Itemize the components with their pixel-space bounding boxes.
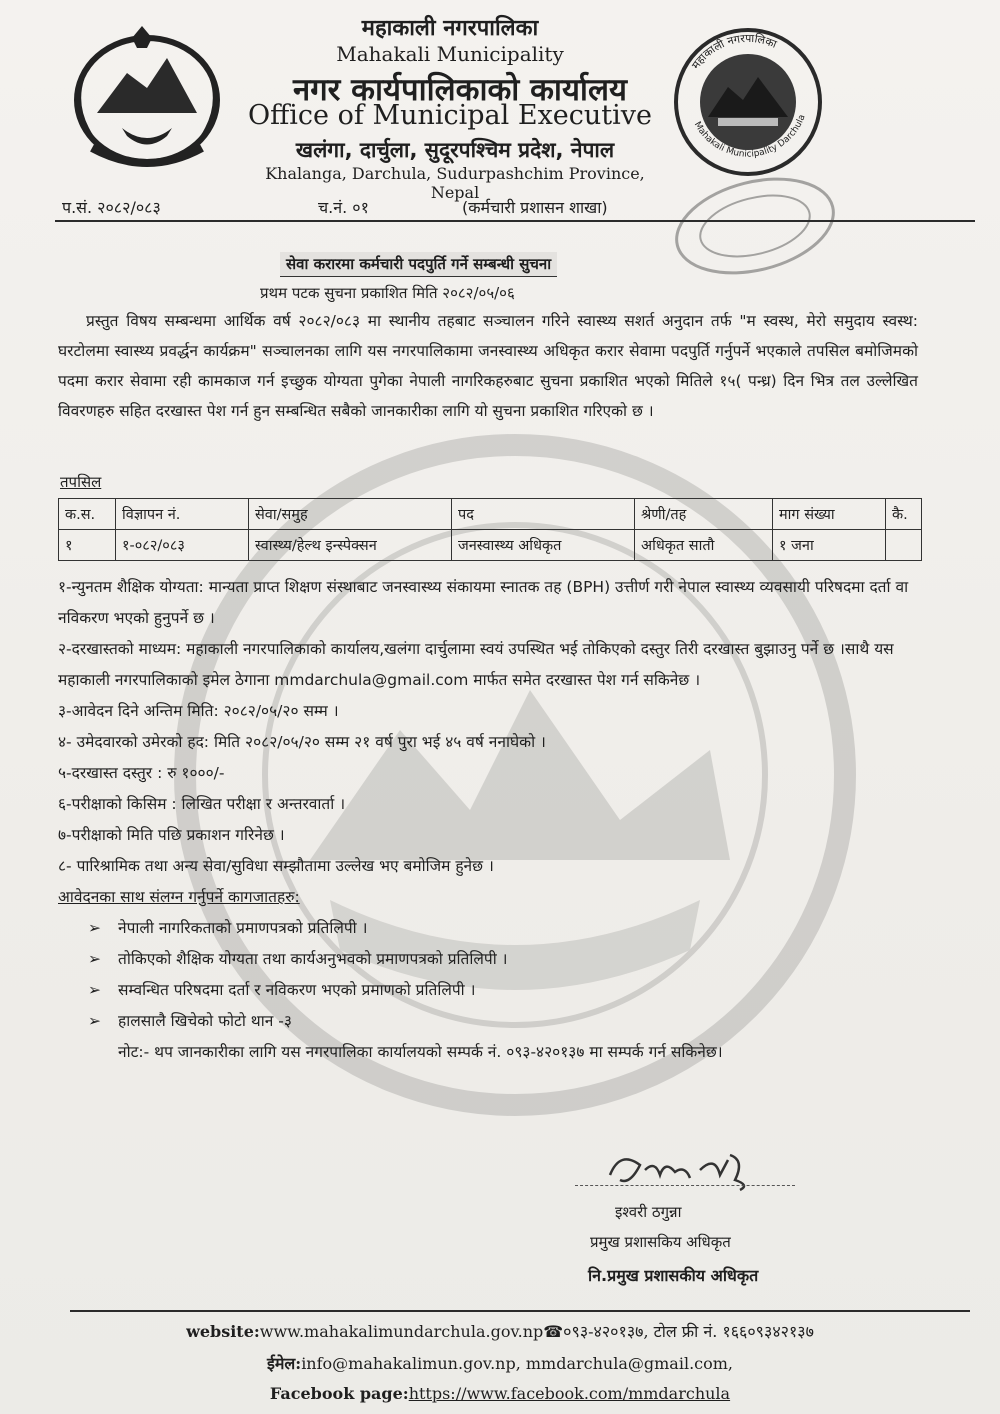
table-row bbox=[59, 530, 922, 561]
table-cell: १-०८२/०८३ bbox=[116, 530, 249, 561]
condition-item: २-दरखास्तको माध्यम: महाकाली नगरपालिकाको कार्यालय,खलंगा दार्चुलामा स्वयं उपस्थित भई तोकिएको दस्तुर तिरी दरखास्त बुझाउनु पर्ने छ ।साथै यस महाकाली नगरपालिकाको इमेल ठेगाना mmdarchula@gmail.com मार्फत समेत दरखास्त पेश गर्न सकिनेछ । bbox=[58, 640, 894, 689]
condition-item: ८- पारिश्रामिक तथा अन्य सेवा/सुविधा सम्झौतामा उल्लेख भए बमोजिम हुनेछ । bbox=[58, 857, 494, 875]
signatory-stamp: नि.प्रमुख प्रशासकीय अधिकृत bbox=[588, 1266, 759, 1285]
condition-item: ४- उमेदवारको उमेरको हद: मिति २०८२/०५/२० सम्म २१ वर्ष पुरा भई ४५ वर्ष ननाघेको । bbox=[58, 733, 546, 751]
contact-note: नोट:- थप जानकारीका लागि यस नगरपालिका कार्यालयको सम्पर्क नं. ०९३-४२०१३७ मा सम्पर्क गर्न सकिनेछ। bbox=[118, 1043, 723, 1061]
footer-website-row bbox=[0, 1320, 1000, 1342]
table-header: माग संख्या bbox=[773, 499, 886, 530]
condition-item: ५-दरखास्त दस्तुर : रु १०००/- bbox=[58, 764, 225, 782]
dispatch-number: च.नं. ०१ bbox=[318, 198, 369, 217]
email-label: ईमेल: bbox=[267, 1354, 302, 1373]
signature-icon bbox=[600, 1140, 760, 1200]
arrow-bullet-icon: ➢ bbox=[88, 950, 101, 968]
table-cell: स्वास्थ्य/हेल्थ इन्स्पेक्सन bbox=[249, 530, 452, 561]
reference-number: प.सं. २०८२/०८३ bbox=[62, 198, 161, 217]
condition-item: ६-परीक्षाको किसिम : लिखित परीक्षा र अन्तरवार्ता । bbox=[58, 795, 346, 813]
office-name-en: Office of Municipal Executive bbox=[247, 100, 653, 131]
website-label: website: bbox=[186, 1322, 260, 1341]
arrow-bullet-icon: ➢ bbox=[88, 919, 101, 937]
footer-email-row bbox=[0, 1352, 1000, 1374]
facebook-link[interactable]: https://www.facebook.com/mmdarchula bbox=[408, 1384, 731, 1403]
condition-item: १-न्युनतम शैक्षिक योग्यता: मान्यता प्राप्त शिक्षण संस्थाबाट जनस्वास्थ्य संकायमा स्नातक तह (BPH) उत्तीर्ण गरी नेपाल स्वास्थ्य व्यवसायी परिषदमा दर्ता वा नविकरण भएको हुनुपर्ने छ । bbox=[58, 578, 909, 627]
arrow-bullet-icon: ➢ bbox=[88, 981, 101, 999]
attachment-text: हालसालै खिचेको फोटो थान -३ bbox=[118, 1012, 292, 1030]
nepal-emblem-icon bbox=[62, 18, 232, 178]
email-links[interactable]: info@mahakalimun.gov.np, mmdarchula@gmail.com, bbox=[301, 1354, 733, 1373]
footer-facebook-row bbox=[0, 1384, 1000, 1403]
attachments-title: आवेदनका साथ संलग्न गर्नुपर्ने कागजातहरु: bbox=[58, 888, 300, 906]
seal-text-top: महाकाली नगरपालिका bbox=[689, 31, 779, 72]
municipality-seal-icon bbox=[668, 22, 828, 182]
attachment-text: तोकिएको शैक्षिक योग्यता तथा कार्यअनुभवको प्रमाणपत्रको प्रतिलिपी । bbox=[118, 950, 508, 968]
table-header-row bbox=[59, 499, 922, 530]
attachment-item bbox=[58, 944, 928, 975]
attachment-text: नेपाली नागरिकताको प्रमाणपत्रको प्रतिलिपी । bbox=[118, 919, 368, 937]
condition-item: ३-आवेदन दिने अन्तिम मिति: २०८२/०५/२० सम्म । bbox=[58, 702, 339, 720]
vacancy-table bbox=[58, 498, 922, 561]
office-stamp-icon bbox=[670, 176, 840, 276]
attachment-item bbox=[58, 913, 928, 944]
address-np: खलंगा, दार्चुला, सुदूरपश्चिम प्रदेश, नेपाल bbox=[295, 138, 615, 162]
signature-line bbox=[575, 1185, 795, 1186]
office-name-np: नगर कार्यपालिकाको कार्यालय bbox=[293, 72, 627, 108]
table-cell: १ bbox=[59, 530, 116, 561]
municipality-name-en: Mahakali Municipality bbox=[336, 42, 564, 66]
attachment-item bbox=[58, 1006, 928, 1037]
attachment-text: सम्वन्धित परिषदमा दर्ता र नविकरण भएको प्रमाणको प्रतिलिपी । bbox=[118, 981, 476, 999]
seal-text-bottom: Mahakali Municipality Darchula bbox=[691, 113, 808, 160]
website-link[interactable]: www.mahakalimundarchula.gov.np bbox=[259, 1322, 544, 1341]
table-header: पद bbox=[452, 499, 635, 530]
phone-info: ☎०९३-४२०१३७, टोल फ्री नं. १६६०९३४२१३७ bbox=[543, 1322, 814, 1341]
signatory-name: इश्वरी ठगुन्ना bbox=[615, 1203, 682, 1221]
notice-subject: सेवा करारमा कर्मचारी पदपुर्ति गर्ने सम्बन्धी सुचना bbox=[280, 252, 557, 277]
table-cell: जनस्वास्थ्य अधिकृत bbox=[452, 530, 635, 561]
table-cell: अधिकृत सातौ bbox=[635, 530, 773, 561]
section-name: (कर्मचारी प्रशासन शाखा) bbox=[462, 198, 608, 217]
conditions-list bbox=[58, 572, 928, 1068]
signatory-title: प्रमुख प्रशासकिय अधिकृत bbox=[590, 1233, 731, 1251]
arrow-bullet-icon: ➢ bbox=[88, 1012, 101, 1030]
facebook-label: Facebook page: bbox=[269, 1384, 409, 1403]
table-header: सेवा/समुह bbox=[249, 499, 452, 530]
attachment-item bbox=[58, 975, 928, 1006]
condition-item: ७-परीक्षाको मिति पछि प्रकाशन गरिनेछ । bbox=[58, 826, 285, 844]
footer-divider bbox=[70, 1310, 970, 1312]
header-divider bbox=[55, 220, 975, 222]
intro-paragraph: प्रस्तुत विषय सम्बन्धमा आर्थिक वर्ष २०८२/०८३ मा स्थानीय तहबाट सञ्चालन गरिने स्वास्थ्य सशर्त अनुदान तर्फ "म स्वस्थ, मेरो समुदाय स्वस्थ: घरटोलमा स्वास्थ्य प्रवर्द्धन कार्यक्रम" सञ्चालनका लागि यस नगरपालिकामा जनस्वास्थ्य अधिकृत करार सेवामा पदपुर्ति गर्नुपर्ने भएकाले तपसिल बमोजिमको पदमा करार सेवामा रही कामकाज गर्न इच्छुक योग्यता पुगेका नेपाली नागरिकहरुबाट सुचना प्रकाशित भएको मितिले १५( पन्ध्र) दिन भित्र तल उल्लेखित विवरणहरु सहित दरखास्त पेश गर्न हुन सम्बन्धित सबैको जानकारीका लागि यो सुचना प्रकाशित गरिएको छ । bbox=[58, 312, 918, 420]
details-label: तपसिल bbox=[60, 473, 102, 491]
municipality-name-np: महाकाली नगरपालिका bbox=[361, 16, 539, 41]
table-cell: १ जना bbox=[773, 530, 886, 561]
table-header: विज्ञापन नं. bbox=[116, 499, 249, 530]
table-header: श्रेणी/तह bbox=[635, 499, 773, 530]
publication-date: प्रथम पटक सुचना प्रकाशित मिति २०८२/०५/०६ bbox=[260, 284, 515, 302]
table-header: क.स. bbox=[59, 499, 116, 530]
table-cell bbox=[886, 530, 922, 561]
table-header: कै. bbox=[886, 499, 922, 530]
address-en: Khalanga, Darchula, Sudurpashchim Province, Nepal bbox=[265, 164, 645, 202]
